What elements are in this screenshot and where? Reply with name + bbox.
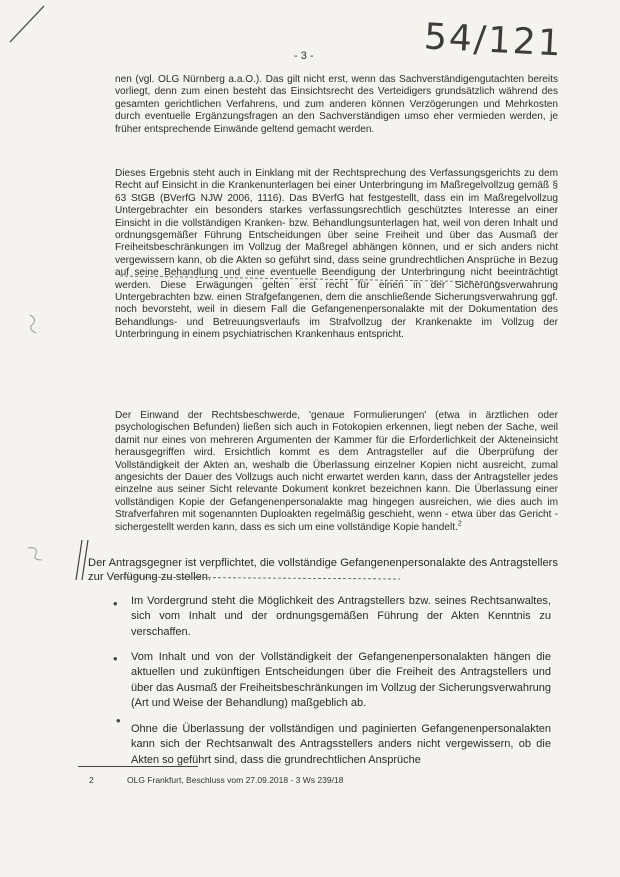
paragraph-1: nen (vgl. OLG Nürnberg a.a.O.). Das gilt nicht erst, wenn das Sachverständigengutachten bereits vorliegt, denn zum einen besteht das Einsichtsrecht des Verteidigers grundsätzlich während des gesamten gerichtlichen Verfahrens, und zum anderen können Verzögerungen und Mehrkosten durch eventuelle Ergänzungsfragen an den Sachverständigen umso eher vermieden werden, je früher entsprechende Einwände geltend gemacht werden.: [115, 74, 558, 135]
paragraph-3: [115, 410, 558, 534]
double-bar-left: [76, 540, 88, 580]
margin-mark-1: [30, 315, 36, 333]
handwritten-page-reference: 54/121: [423, 16, 564, 65]
footnote-text: OLG Frankfurt, Beschluss vom 27.09.2018 - 3 Ws 239/18: [127, 775, 344, 785]
bullet-item-1: Im Vordergrund steht die Möglichkeit des Antragstellers bzw. seines Rechtsanwaltes, sich vom Inhalt und der ordnungsgemäßen Führung der Akten Kenntnis zu verschaffen.: [131, 595, 551, 638]
footnote-reference: 2: [457, 520, 462, 528]
footnote-divider: [78, 766, 198, 767]
section-heading: Der Antragsgegner ist verpflichtet, die vollständige Gefangenenpersonalakte des Antragstellers zur Verfügung zu stellen.: [88, 557, 558, 583]
paragraph-2: Dieses Ergebnis steht auch in Einklang mit der Rechtsprechung des Verfassungsgerichts zu dem Recht auf Einsicht in die Krankenunterlagen bei einer Unterbringung im Maßregelvollzug gemäß § 63 StGB (BVerfG NJW 2006, 1116). Das BVerfG hat festgestellt, dass ein im Maßregelvollzug Untergebrachter ein besonders starkes verfassungsrechtlich geschütztes Interesse an einer Einsicht in die vollständigen Kranken- bzw. Behandlungsunterlagen hat, weil von deren Inhalt und ordnungsgemäßer Führung Entscheidungen über seine Freiheit und über das Ausmaß der Freiheitsbeschränkungen im Vollzug der Maßregel abhängen können, und er sich anders nicht vergewissern kann, ob die Akten so geführt sind, dass seine grundrechtlichen Ansprüche in Bezug auf seine Behandlung und eine eventuelle Beendigung der Unterbringung nicht beeinträchtigt werden. Diese Erwägungen gelten erst recht für einen in der Sicherungsverwahrung Untergebrachten bzw. einen Strafgefangenen, dem die anschließende Sicherungsverwahrung ggf. noch bevorsteht, weil in diesem Fall die Gefangenenpersonalakte mit der Dokumentation des Behandlungs- und Betreuungsverlaufs im Strafvollzug der Krankenakte im Vollzug der Unterbringung in einem psychiatrischen Krankenhaus entspricht.: [115, 168, 558, 341]
bullet-marker: •: [113, 596, 118, 611]
margin-mark-2: [28, 548, 42, 560]
bullet-item-3: Ohne die Überlassung der vollständigen und paginierten Gefangenenpersonalakten kann sich der Rechtsanwalt des Antragsstellers anders nicht vergewissern, ob die Akten so geführt sind, dass die grundrechtlichen Ansprüche: [131, 723, 551, 766]
bullet-marker: •: [116, 713, 121, 728]
bullet-marker: •: [113, 651, 118, 666]
paragraph-3-text: Der Einwand der Rechtsbeschwerde, 'genaue Formulierungen' (etwa in ärztlichen oder psychologischen Befunden) ließen sich auch in Fotokopien erkennen, liegt neben der Sache, weil damit nur eines von mehreren Argumenten der Kammer für die Erforderlichkeit der Akteneinsicht herausgegriffen wird. Ersichtlich kommt es dem Antragsteller auf die Überprüfung der Vollständigkeit der Akten an, weshalb die Überlassung einzelner Kopien nicht ausreicht, zumal angesichts der Dauer des Vollzugs auch nicht erwartet werden kann, dass der Antragsteller jedes einzelne aus seiner Sicht relevante Dokument konkret bezeichnen kann. Die Überlassung einer vollständigen Kopie der Gefangenenpersonalakte mag hingegen ausreichen, wie dies auch im Strafverfahren mit sogenannten Duploakten regelmäßig geschieht, wenn - etwa über das Gericht - sichergestellt werden kann, dass es sich um eine vollständige Kopie handelt.: [115, 410, 558, 533]
footnote-number: 2: [89, 775, 94, 785]
pen-stroke-corner-mark: [0, 0, 60, 50]
page-number: - 3 -: [294, 50, 314, 62]
bullet-item-2: Vom Inhalt und von der Vollständigkeit der Gefangenenpersonalakten hängen die aktuellen und zukünftigen Entscheidungen über die Freiheit des Antragstellers und über das Ausmaß der Freiheitsbeschränkungen im Vollzug der Sicherungsverwahrung (Art und Weise der Behandlung) maßgeblich ab.: [131, 651, 551, 710]
